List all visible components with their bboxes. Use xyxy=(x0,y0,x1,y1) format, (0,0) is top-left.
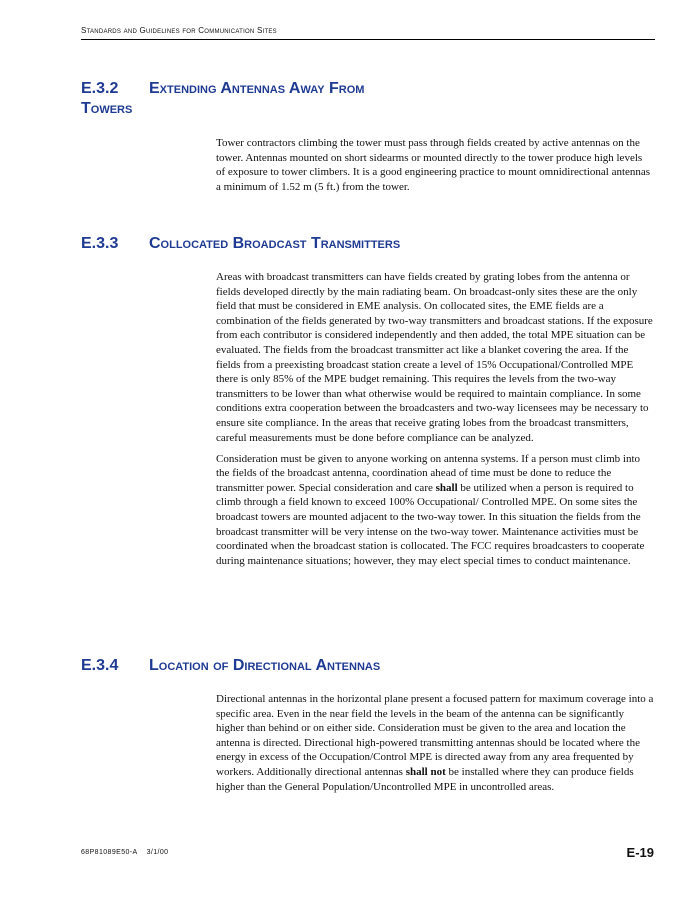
section-heading-e-3-4 xyxy=(81,656,380,676)
running-header: Standards and Guidelines for Communication Sites xyxy=(81,26,277,35)
footer-doc-number: 68P81089E50-A xyxy=(81,849,138,856)
emphasis-shall-not: shall not xyxy=(405,765,446,778)
section-heading-e-3-2 xyxy=(81,79,364,119)
section-number: E.3.2 xyxy=(81,80,119,97)
section-number: E.3.4 xyxy=(81,657,119,674)
section-number: E.3.3 xyxy=(81,235,119,252)
section-body-e-3-3 xyxy=(216,270,654,575)
paragraph-text: be installed where they can produce fields higher than the General Population/Uncontrolled MPE in uncontrolled areas. xyxy=(216,765,634,793)
paragraph-text: be utilized when a person is required to climb through a field known to exceed 100% Occupational/ Controlled MPE. On some sites the broadcast towers are mounted adjacent to the two-way tower. In this situation the fields from the broadcast transmitter will be very intense on the two-way tower. Maintenance activities must be coordinated when the broadcast station is collocated. The FCC requires broadcasters to cooperate during maintenance situations; however, they may elect special times to conduct maintenance. xyxy=(216,481,645,567)
paragraph: Tower contractors climbing the tower must pass through fields created by active antennas on the tower. Antennas mounted on short sidearms or mounted directly to the tower produce high levels of exposure to tower climbers. It is a good engineering practice to mount omnidirectional antennas a minimum of 1.52 m (5 ft.) from the tower. xyxy=(216,137,651,193)
footer-page-number: E-19 xyxy=(626,845,654,860)
section-body-e-3-2 xyxy=(216,136,654,201)
paragraph-text: Consideration must be given to anyone working on antenna systems. If a person must climb into the fields of the broadcast antenna, coordination ahead of time must be done to reduce the transmitter power. Special consideration and care xyxy=(216,452,641,494)
paragraph: Areas with broadcast transmitters can have fields created by grating lobes from the antenna or fields developed directly by the main radiating beam. On broadcast-only sites these are the only field that must be considered in EME analysis. On collocated sites, the EME fields are a combination of the fields generated by two-way transmitters and broadcast stations. If the exposure from each contributor is considered independently and then added, the total MPE situation can be evaluated. The fields from the broadcast transmitter act like a blanket covering the area. If the fields from a preexisting broadcast station create a level of 15% Occupational/Controlled MPE there is only 85% of the MPE budget remaining. This requires the levels from the two-way transmitters to be lower than what otherwise would be required to maintain compliance. In some conditions extra cooperation between the broadcasters and two-way licensees may be necessary to ensure site compliance. In the areas that receive grating lobes from the broadcast transmitters, careful measurements must be done before compliance can be analyzed. xyxy=(216,271,653,444)
section-title: Extending Antennas Away From xyxy=(149,80,365,97)
paragraph xyxy=(216,452,654,569)
section-title: Location of Directional Antennas xyxy=(149,657,381,674)
section-body-e-3-4 xyxy=(216,692,654,801)
footer-date: 3/1/00 xyxy=(146,849,169,856)
paragraph xyxy=(216,692,654,794)
section-heading-e-3-3 xyxy=(81,234,400,254)
emphasis-shall: shall xyxy=(435,481,458,494)
footer-doc-info xyxy=(81,849,168,856)
section-title-continued: Towers xyxy=(81,100,133,117)
header-rule xyxy=(81,39,655,40)
section-title: Collocated Broadcast Transmitters xyxy=(149,235,401,252)
paragraph-text: Directional antennas in the horizontal plane present a focused pattern for maximum coverage into a specific area. Even in the near field the levels in the beam of the antenna can be significantly higher than behind or on either side. Consideration must be given to the area and location the antenna is directed. Directional high-powered transmitting antennas should be located where the energy in excess of the Occupation/Control MPE is directed away from any area frequented by workers. Additionally directional antennas xyxy=(216,693,654,778)
